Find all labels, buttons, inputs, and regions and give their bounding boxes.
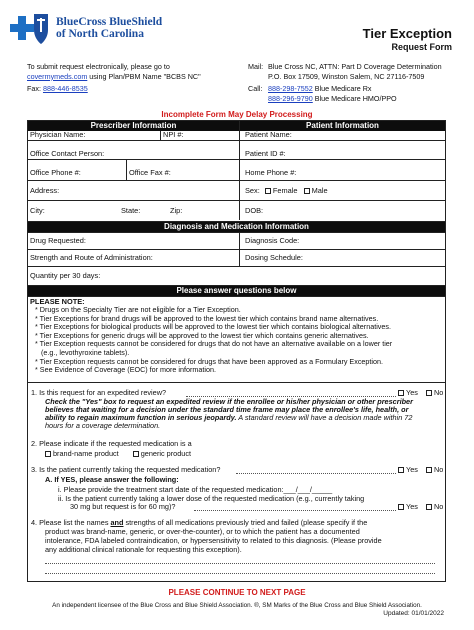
note-item: (e.g., levothyroxine tablets). (35, 347, 130, 357)
brand-name-label: brand-name product (53, 449, 119, 458)
q3-a-text: A. If YES, please answer the following: (45, 475, 179, 484)
q2-text: 2. Please indicate if the requested medication is a (31, 439, 192, 448)
no-label: No (434, 388, 444, 397)
note-title: PLEASE NOTE: (30, 297, 85, 306)
q3-no[interactable] (426, 466, 443, 475)
no-label: No (434, 502, 444, 511)
q3-text: 3. Is the patient currently taking the requested medication? (31, 465, 221, 474)
q4-and: and (110, 518, 124, 527)
q4-line2: product was brand-name, generic, or over-the-counter), or to which the patient has a documented (45, 527, 360, 536)
q1-line4: hours for a coverage determination. (45, 421, 161, 430)
fax-label: Fax: (27, 84, 43, 93)
office-fax-field[interactable]: Office Fax #: (129, 168, 171, 177)
q1-yes-checkbox[interactable] (398, 390, 404, 396)
call-desc1: Blue Medicare Rx (312, 84, 372, 93)
call-phone1[interactable]: 888-298-7552 (268, 84, 313, 93)
incomplete-warning: Incomplete Form May Delay Processing (161, 110, 313, 119)
logo-line1: BlueCross BlueShield (56, 16, 163, 28)
dosing-schedule-field[interactable]: Dosing Schedule: (245, 253, 303, 262)
brand-name-checkbox[interactable] (45, 451, 51, 457)
note-list (35, 306, 392, 375)
q1-no-checkbox[interactable] (426, 390, 432, 396)
logo-line2: of North Carolina (56, 28, 144, 40)
q1-no[interactable] (426, 389, 443, 398)
patient-name-field[interactable]: Patient Name: (245, 130, 292, 139)
drug-requested-field[interactable]: Drug Requested: (30, 236, 86, 245)
physician-name-field[interactable]: Physician Name: (30, 130, 86, 139)
call-desc2: Blue Medicare HMO/PPO (312, 93, 397, 103)
prescriber-header: Prescriber Information (28, 121, 239, 131)
q3-no-checkbox[interactable] (426, 467, 432, 473)
submit-suffix: using Plan/PBM Name "BCBS NC" (87, 71, 201, 81)
q4-text-a: 4. Please list the names (31, 518, 111, 527)
fax-info (27, 84, 88, 94)
office-phone-field[interactable]: Office Phone #: (30, 168, 81, 177)
sex-field (245, 186, 328, 195)
updated-date: Updated: 01/01/2022 (383, 610, 444, 617)
male-checkbox[interactable] (304, 188, 310, 194)
office-contact-field[interactable]: Office Contact Person: (30, 149, 105, 158)
q4-text-b: strengths of all medications previously tried and failed (please specify if the (123, 518, 368, 527)
q2-options (45, 450, 191, 459)
q3-ii-no-checkbox[interactable] (426, 504, 432, 510)
dob-field[interactable]: DOB: (245, 206, 264, 215)
zip-field[interactable]: Zip: (170, 206, 183, 215)
q3-i-text: i. Please provide the treatment start date of the requested medication:___/___/_____ (58, 485, 333, 494)
q4-line3: intolerance, FDA labeled contraindication, or hypersensitivity to related to this diagnosis. (Please provide (45, 536, 382, 545)
diagnosis-header: Diagnosis and Medication Information (28, 222, 445, 232)
call-phone2[interactable]: 888-296-9790 (268, 93, 313, 103)
q1-normal-3: A standard review will have a decision made within 72 (236, 413, 413, 422)
licensee-footer: An independent licensee of the Blue Cross and Blue Shield Association. ®, SM Marks of the Blue Cross and Blue Shield Association. (52, 602, 422, 609)
q4-line4: any additional clinical rationale for requesting this exception). (45, 545, 242, 554)
answer-line[interactable] (45, 563, 435, 564)
no-label: No (434, 465, 444, 474)
q1-bold-2: believes that waiting for a decision under the standard time frame may place the enrollee's life, health, or (45, 405, 409, 414)
female-checkbox[interactable] (265, 188, 271, 194)
mail-line2: P.O. Box 17509, Winston Salem, NC 27116-7509 (268, 71, 425, 81)
generic-checkbox[interactable] (133, 451, 139, 457)
patient-id-field[interactable]: Patient ID #: (245, 149, 286, 158)
npi-field[interactable]: NPI #: (163, 130, 184, 139)
call-label: Call: (248, 84, 263, 93)
mail-line1: Blue Cross NC, ATTN: Part D Coverage Determination (268, 62, 442, 71)
q1-bold-1: Check the "Yes" box to request an expedited review if the enrollee or his/her physician or other prescriber (45, 397, 413, 406)
submit-info (27, 62, 201, 81)
diagnosis-code-field[interactable]: Diagnosis Code: (245, 236, 300, 245)
q3-yes[interactable] (398, 466, 418, 475)
q3-ii-text-2: 30 mg but request is for 60 mg)? (70, 502, 176, 511)
quantity-field[interactable]: Quantity per 30 days: (30, 271, 101, 280)
q3-ii-no[interactable] (426, 503, 443, 512)
address-field[interactable]: Address: (30, 186, 60, 195)
q3-ii-yes-checkbox[interactable] (398, 504, 404, 510)
form-subtitle: Request Form (391, 42, 452, 52)
female-label: Female (272, 186, 298, 195)
q1-bold-3: ability to regain maximum function in serious jeopardy. (45, 413, 237, 422)
strength-route-field[interactable]: Strength and Route of Administration: (30, 253, 153, 262)
yes-label: Yes (406, 502, 418, 511)
form-title: Tier Exception (362, 26, 452, 41)
mail-label: Mail: (248, 62, 264, 71)
note-item: * Tier Exceptions for biological products will be approved to the lowest tier which contains biological alternatives. (35, 322, 391, 332)
q1-text: 1. Is this request for an expedited review? (31, 388, 167, 397)
q3-ii-text-1: ii. Is the patient currently taking a lower dose of the requested medication (e.g., currently taking (58, 494, 365, 503)
answer-line[interactable] (45, 573, 435, 574)
fax-number[interactable]: 888-446-8535 (42, 84, 88, 93)
yes-label: Yes (406, 465, 418, 474)
cross-shield-icon (10, 10, 52, 50)
q3-ii-yes[interactable] (398, 503, 418, 512)
male-label: Male (311, 186, 328, 195)
generic-label: generic product (140, 449, 192, 458)
covermymeds-link[interactable]: covermymeds.com (27, 71, 88, 81)
continue-notice: PLEASE CONTINUE TO NEXT PAGE (168, 588, 306, 597)
call-numbers (268, 84, 397, 103)
mail-address (268, 62, 442, 81)
city-field[interactable]: City: (30, 206, 45, 215)
q3-yes-checkbox[interactable] (398, 467, 404, 473)
yes-label: Yes (406, 388, 418, 397)
note-item: * Tier Exception requests cannot be considered for drugs that have been approved as a Formulary Exception. (35, 356, 383, 366)
patient-header: Patient Information (240, 121, 445, 131)
bcbs-logo (10, 8, 210, 52)
note-item: * Tier Exceptions for brand drugs will be approved to the lowest tier which contains brand name alternatives. (35, 313, 379, 323)
note-item: * See Evidence of Coverage (EOC) for more information. (35, 365, 216, 375)
sex-label: Sex: (245, 186, 260, 195)
note-item: * Drugs on the Specialty Tier are not eligible for a Tier Exception. (35, 305, 241, 314)
submit-text: To submit request electronically, please go to (27, 62, 170, 71)
home-phone-field[interactable]: Home Phone #: (245, 168, 297, 177)
state-field[interactable]: State: (121, 206, 141, 215)
note-item: * Tier Exception requests cannot be considered for drugs that do not have an alternative available on a lower tier (35, 339, 393, 349)
questions-header: Please answer questions below (28, 286, 445, 296)
note-item: * Tier Exceptions for generic drugs will be approved to the lowest tier which contains generic alternatives. (35, 330, 369, 340)
